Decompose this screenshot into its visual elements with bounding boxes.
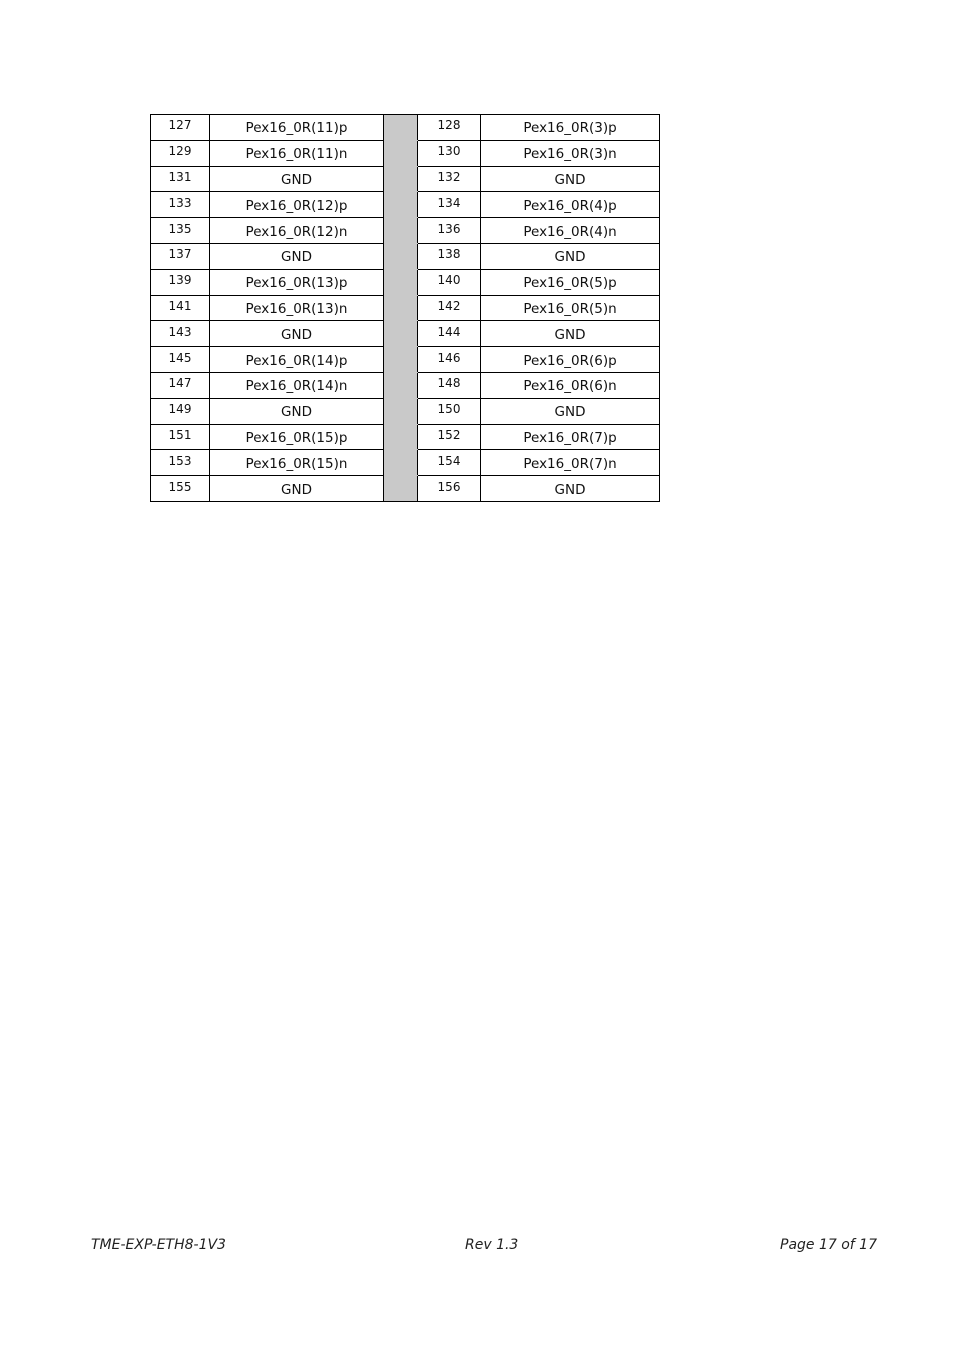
left-signal-name: GND (210, 243, 384, 269)
left-pin-number: 149 (151, 398, 210, 424)
left-signal-name: GND (210, 321, 384, 347)
table-row (151, 140, 660, 166)
left-pin-number: 139 (151, 269, 210, 295)
right-pin-number: 132 (418, 166, 481, 192)
table-row (151, 476, 660, 502)
right-pin-number: 144 (418, 321, 481, 347)
right-signal-name: Pex16_0R(6)p (481, 347, 660, 373)
left-pin-number: 133 (151, 192, 210, 218)
right-signal-name: Pex16_0R(3)n (481, 140, 660, 166)
left-signal-name: Pex16_0R(15)p (210, 424, 384, 450)
table-row (151, 218, 660, 244)
right-signal-name: Pex16_0R(3)p (481, 115, 660, 141)
right-signal-name: Pex16_0R(7)n (481, 450, 660, 476)
left-signal-name: Pex16_0R(11)p (210, 115, 384, 141)
right-signal-name: Pex16_0R(5)n (481, 295, 660, 321)
left-signal-name: Pex16_0R(13)p (210, 269, 384, 295)
column-separator (384, 424, 418, 450)
left-pin-number: 131 (151, 166, 210, 192)
table-row (151, 269, 660, 295)
table-row (151, 166, 660, 192)
column-separator (384, 192, 418, 218)
right-pin-number: 142 (418, 295, 481, 321)
right-pin-number: 130 (418, 140, 481, 166)
column-separator (384, 476, 418, 502)
left-signal-name: Pex16_0R(15)n (210, 450, 384, 476)
left-pin-number: 141 (151, 295, 210, 321)
left-pin-number: 153 (151, 450, 210, 476)
column-separator (384, 243, 418, 269)
left-pin-number: 155 (151, 476, 210, 502)
right-signal-name: Pex16_0R(5)p (481, 269, 660, 295)
table-row (151, 398, 660, 424)
table-row (151, 321, 660, 347)
right-pin-number: 128 (418, 115, 481, 141)
left-signal-name: Pex16_0R(14)n (210, 372, 384, 398)
table-row (151, 424, 660, 450)
column-separator (384, 321, 418, 347)
right-pin-number: 140 (418, 269, 481, 295)
column-separator (384, 269, 418, 295)
right-pin-number: 150 (418, 398, 481, 424)
column-separator (384, 347, 418, 373)
right-signal-name: Pex16_0R(4)n (481, 218, 660, 244)
column-separator (384, 372, 418, 398)
footer-document-id: TME-EXP-ETH8-1V3 (91, 1237, 226, 1253)
footer-revision: Rev 1.3 (465, 1237, 519, 1253)
left-pin-number: 137 (151, 243, 210, 269)
table-row (151, 243, 660, 269)
right-signal-name: GND (481, 476, 660, 502)
right-signal-name: Pex16_0R(7)p (481, 424, 660, 450)
right-signal-name: GND (481, 166, 660, 192)
table-row (151, 295, 660, 321)
right-pin-number: 134 (418, 192, 481, 218)
right-signal-name: GND (481, 243, 660, 269)
left-pin-number: 145 (151, 347, 210, 373)
table-row (151, 450, 660, 476)
left-signal-name: Pex16_0R(13)n (210, 295, 384, 321)
left-signal-name: Pex16_0R(11)n (210, 140, 384, 166)
right-signal-name: GND (481, 321, 660, 347)
column-separator (384, 450, 418, 476)
right-pin-number: 152 (418, 424, 481, 450)
left-signal-name: Pex16_0R(12)p (210, 192, 384, 218)
pin-table-body (151, 115, 660, 502)
left-pin-number: 151 (151, 424, 210, 450)
left-pin-number: 147 (151, 372, 210, 398)
left-signal-name: Pex16_0R(14)p (210, 347, 384, 373)
right-pin-number: 154 (418, 450, 481, 476)
column-separator (384, 295, 418, 321)
column-separator (384, 218, 418, 244)
left-signal-name: Pex16_0R(12)n (210, 218, 384, 244)
column-separator (384, 115, 418, 141)
column-separator (384, 398, 418, 424)
left-pin-number: 127 (151, 115, 210, 141)
table-row (151, 372, 660, 398)
right-pin-number: 148 (418, 372, 481, 398)
right-pin-number: 138 (418, 243, 481, 269)
pin-assignment-table (150, 114, 660, 502)
right-signal-name: Pex16_0R(4)p (481, 192, 660, 218)
right-pin-number: 156 (418, 476, 481, 502)
left-signal-name: GND (210, 166, 384, 192)
column-separator (384, 166, 418, 192)
left-pin-number: 143 (151, 321, 210, 347)
left-pin-number: 129 (151, 140, 210, 166)
left-pin-number: 135 (151, 218, 210, 244)
footer-page-number: Page 17 of 17 (780, 1237, 877, 1253)
column-separator (384, 140, 418, 166)
table-row (151, 347, 660, 373)
table-row (151, 115, 660, 141)
right-pin-number: 136 (418, 218, 481, 244)
right-pin-number: 146 (418, 347, 481, 373)
right-signal-name: Pex16_0R(6)n (481, 372, 660, 398)
left-signal-name: GND (210, 476, 384, 502)
right-signal-name: GND (481, 398, 660, 424)
left-signal-name: GND (210, 398, 384, 424)
table-row (151, 192, 660, 218)
